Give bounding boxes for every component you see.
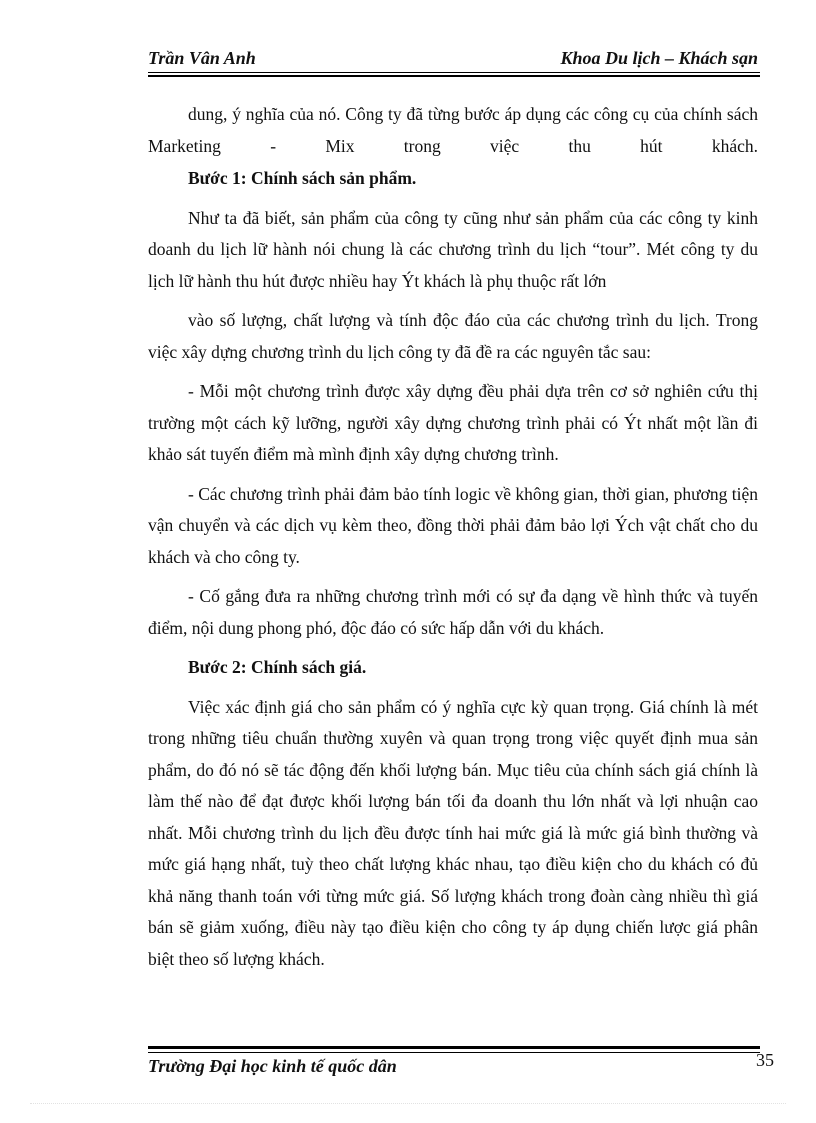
- heading-step-1: Bước 1: Chính sách sản phẩm.: [188, 168, 417, 188]
- paragraph-principle-new-programs: - Cố gắng đưa ra những chương trình mới có sự đa dạng về hình thức và tuyến điểm, nội dung phong phó, độc đáo có sức hấp dẫn với du khách.: [148, 586, 758, 638]
- page-body: [148, 99, 758, 975]
- footer-school: Trường Đại học kinh tế quốc dân: [148, 1056, 397, 1076]
- paragraph-principle-logic: - Các chương trình phải đảm bảo tính logic về không gian, thời gian, phương tiện vận chuyển và các dịch vụ kèm theo, đồng thời phải đảm bảo lợi Ých vật chất cho du khách và cho công ty.: [148, 483, 758, 567]
- paragraph-product-principles: vào số lượng, chất lượng và tính độc đáo của các chương trình du lịch. Trong việc xây dựng chương trình du lịch công ty đã đề ra các nguyên tắc sau:: [148, 310, 758, 362]
- heading-step-2: Bước 2: Chính sách giá.: [188, 657, 367, 677]
- header-rule-thin: [148, 72, 760, 73]
- header-author: Trần Vân Anh: [148, 48, 256, 68]
- page-header: [148, 46, 758, 70]
- paragraph-product-intro: Như ta đã biết, sản phẩm của công ty cũng như sản phẩm của các công ty kinh doanh du lịch lữ hành nói chung là các chương trình du lịch “tour”. Mét công ty du lịch lữ hành thu hút được nhiều hay Ýt khách là phụ thuộc rất lớn: [148, 207, 758, 291]
- paragraph-intro: dung, ý nghĩa của nó. Công ty đã từng bước áp dụng các công cụ của chính sách Marketing - Mix trong việc thu hút khách.: [148, 104, 758, 156]
- page-number: 35: [756, 1050, 774, 1070]
- header-department: Khoa Du lịch – Khách sạn: [560, 48, 758, 68]
- paragraph-principle-research: - Mỗi một chương trình được xây dựng đều phải dựa trên cơ sở nghiên cứu thị trường một cách kỹ lưỡng, người xây dựng chương trình phải có Ýt nhất một lần đi khảo sát tuyến điểm mà mình định xây dựng chương trình.: [148, 381, 758, 464]
- footer-rule-thick: [148, 1046, 760, 1049]
- bottom-dotted-line: [30, 1103, 786, 1104]
- paragraph-pricing-policy: Việc xác định giá cho sản phẩm có ý nghĩa cực kỳ quan trọng. Giá chính là mét trong những tiêu chuẩn thường xuyên và quan trọng trong việc quyết định mua sản phẩm, do đó nó sẽ tác động đến khối lượng bán. Mục tiêu của chính sách giá chính là làm thế nào để đạt được khối lượng bán tối đa doanh thu lớn nhất và lợi nhuận cao nhất. Mỗi chương trình du lịch đều được tính hai mức giá là mức giá bình thường và mức giá hạng nhất, tuỳ theo chất lượng khác nhau, tạo điều kiện cho du khách có đủ khả năng thanh toán với từng mức giá. Số lượng khách trong đoàn càng nhiều thì giá bán sẽ giảm xuống, điều này tạo điều kiện cho công ty áp dụng chiến lược giá phân biệt theo số lượng khách.: [148, 696, 758, 969]
- header-rule-thick: [148, 75, 760, 77]
- footer-rule-thin: [148, 1052, 760, 1053]
